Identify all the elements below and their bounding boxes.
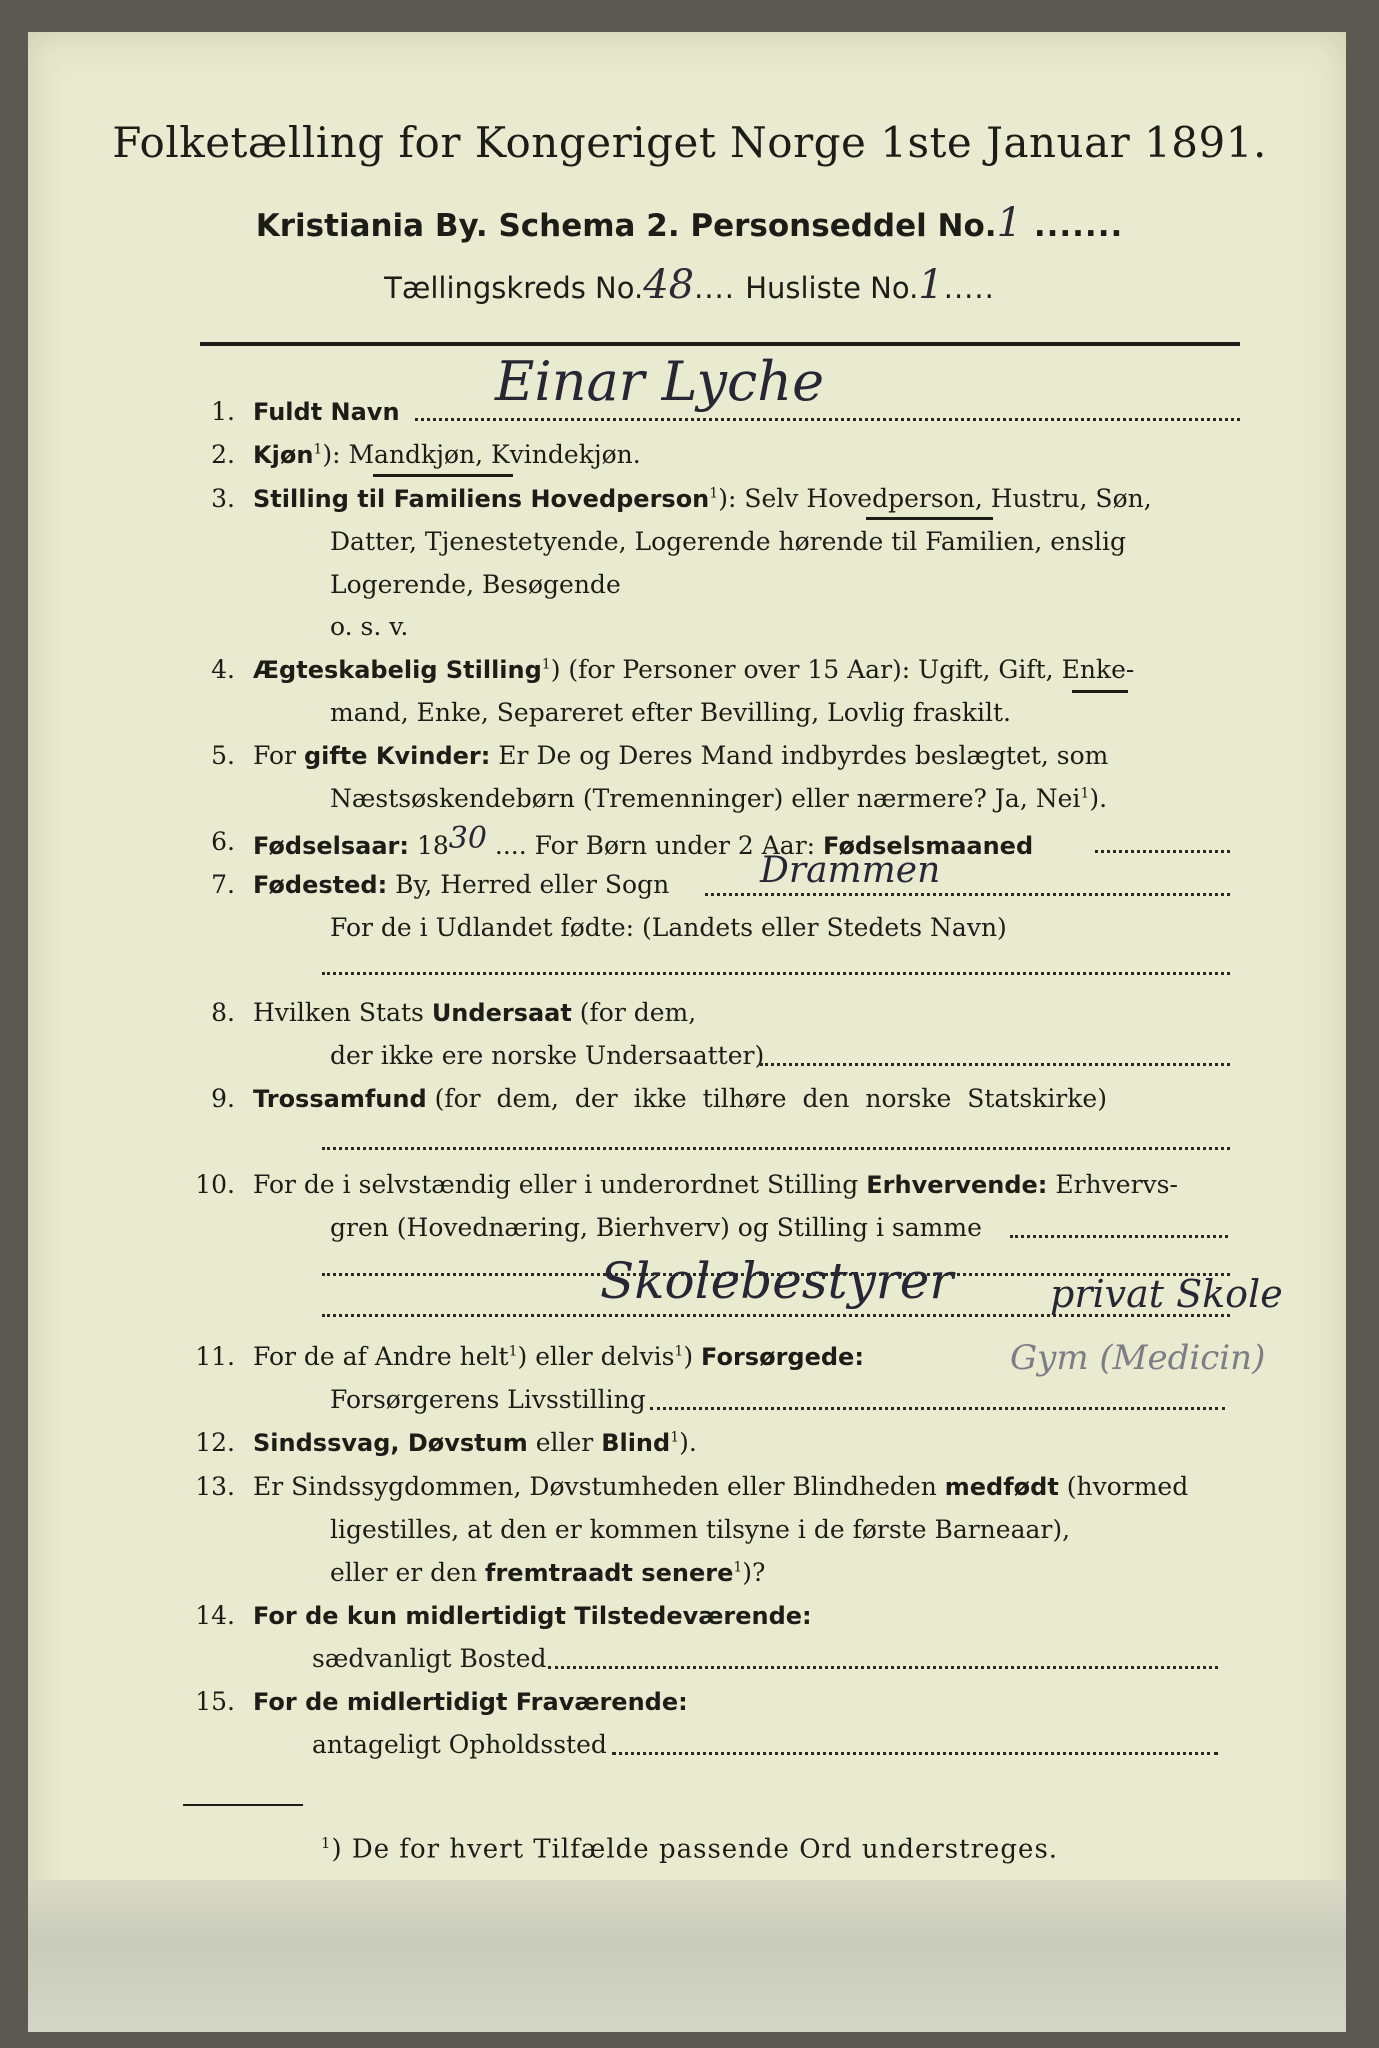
q4-line-2: mand, Enke, Separeret efter Bevilling, Lovlig fraskilt. xyxy=(330,698,1011,727)
item-number: 9. xyxy=(211,1084,235,1113)
q14-dotted-line xyxy=(548,1666,1218,1669)
form-title: Folketælling for Kongeriget Norge 1ste Januar 1891. xyxy=(112,118,1267,167)
q2-underline xyxy=(373,474,513,477)
q13-line-2: ligestilles, at den er kommen tilsyne i de første Barneaar), xyxy=(330,1515,1071,1544)
subtitle-label: Kristiania By. Schema 2. Personseddel No. xyxy=(255,208,997,244)
item-number: 10. xyxy=(195,1170,235,1199)
form-subtitle-2 xyxy=(0,262,1379,308)
q7-line-1: Fødested: By, Herred eller Sogn xyxy=(253,870,670,899)
q4-line-1: Ægteskabelig Stilling$^1$) (for Personer over 15 Aar): Ugift, Gift, Enke- xyxy=(253,655,1135,684)
q9-line-1: Trossamfund (for dem, der ikke tilhøre den norske Statskirke) xyxy=(253,1084,1107,1113)
item-number: 11. xyxy=(195,1342,235,1371)
q15-line-2: antageligt Opholdssted xyxy=(312,1730,607,1759)
q8-dotted-line xyxy=(760,1063,1230,1066)
dotted-fill: ..... xyxy=(943,271,995,305)
page-bottom-edge xyxy=(28,1880,1346,2032)
q10-line-1: For de i selvstændig eller i underordnet Stilling Erhvervende: Erhvervs- xyxy=(253,1170,1178,1199)
item-number: 15. xyxy=(195,1687,235,1716)
q2-text: Kjøn$^1$): Mandkjøn, Kvindekjøn. xyxy=(253,440,641,469)
q10-dotted-line xyxy=(1010,1235,1228,1238)
census-form-page xyxy=(28,32,1346,2032)
q9-dotted-line xyxy=(322,1147,1230,1150)
q7-dotted-line xyxy=(705,893,1230,896)
q1-dotted-line xyxy=(415,418,1240,421)
personseddel-number: 1 xyxy=(996,200,1023,246)
q1-handwritten-name: Einar Lyche xyxy=(495,350,825,413)
item-number: 3. xyxy=(211,484,235,513)
q3-underline xyxy=(866,517,993,520)
q3-line-4: o. s. v. xyxy=(330,612,409,641)
q6-dotted-line xyxy=(1095,850,1230,853)
q8-line-1: Hvilken Stats Undersaat (for dem, xyxy=(253,998,697,1027)
q12-line-1: Sindssvag, Døvstum eller Blind$^1$). xyxy=(253,1428,697,1457)
q15-line-1: For de midlertidigt Fraværende: xyxy=(253,1688,688,1716)
item-number: 5. xyxy=(211,741,235,770)
q1-label: Fuldt Navn xyxy=(253,398,400,426)
item-number: 13. xyxy=(195,1472,235,1501)
q11-line-1: For de af Andre helt$^1$) eller delvis$^1$) Forsørgede: xyxy=(253,1342,864,1371)
q14-line-1: For de kun midlertidigt Tilstedeværende: xyxy=(253,1602,812,1630)
q11-line-2: Forsørgerens Livsstilling xyxy=(330,1385,646,1414)
q14-line-2: sædvanligt Bosted xyxy=(312,1644,547,1673)
husliste-number: 1 xyxy=(918,262,944,308)
q4-underline-gift xyxy=(1072,690,1128,693)
form-subtitle xyxy=(0,200,1379,246)
q7-dotted-line-2 xyxy=(322,972,1230,975)
q6-handwritten-year: 30 xyxy=(448,821,487,856)
q10-line-2: gren (Hovednæring, Bierhverv) og Stilling i samme xyxy=(330,1213,982,1242)
item-number: 14. xyxy=(195,1601,235,1630)
q3-line-1: Stilling til Familiens Hovedperson$^1$): Selv Hovedperson, Hustru, Søn, xyxy=(253,484,1152,513)
item-number: 6. xyxy=(211,827,235,856)
q5-line-1: For gifte Kvinder: Er De og Deres Mand indbyrdes beslægtet, som xyxy=(253,741,1109,770)
q3-line-2: Datter, Tjenestetyende, Logerende hørende til Familien, enslig xyxy=(330,527,1127,556)
q10-handwritten-occupation-2: privat Skole xyxy=(1050,1272,1283,1316)
q3-line-3: Logerende, Besøgende xyxy=(330,570,621,599)
husliste-label: Husliste No. xyxy=(745,271,919,305)
footnote: $^1$) De for hvert Tilfælde passende Ord understreges. xyxy=(320,1834,1059,1865)
q5-line-2: Næstsøskendebørn (Tremenninger) eller nærmere? Ja, Nei$^1$). xyxy=(330,784,1108,813)
header-rule xyxy=(200,342,1240,346)
dotted-fill: ....... xyxy=(1022,208,1124,244)
item-number: 1. xyxy=(211,397,235,426)
q6-line: Fødselsaar: 1830 .... For Børn under 2 Aar: Fødselsmaaned xyxy=(253,821,1034,860)
item-number: 8. xyxy=(211,998,235,1027)
q11-dotted-line xyxy=(650,1407,1225,1410)
q10-handwritten-occupation: Skolebestyrer xyxy=(600,1252,954,1310)
item-number: 12. xyxy=(195,1428,235,1457)
q8-line-2: der ikke ere norske Undersaatter) xyxy=(330,1041,765,1070)
dotted-fill: .... xyxy=(694,271,746,305)
q7-line-2: For de i Udlandet fødte: (Landets eller Stedets Navn) xyxy=(330,913,1007,942)
q15-dotted-line xyxy=(612,1752,1218,1755)
item-number: 4. xyxy=(211,655,235,684)
item-number: 7. xyxy=(211,870,235,899)
q7-handwritten-place: Drammen xyxy=(760,850,941,891)
kreds-number: 48 xyxy=(643,262,695,308)
kreds-label: Tællingskreds No. xyxy=(384,271,644,305)
q13-line-1: Er Sindssygdommen, Døvstumheden eller Blindheden medfødt (hvormed xyxy=(253,1472,1189,1501)
footnote-rule xyxy=(183,1804,303,1806)
item-number: 2. xyxy=(211,440,235,469)
q11-pencil-note: Gym (Medicin) xyxy=(1010,1338,1266,1378)
q13-line-3: eller er den fremtraadt senere$^1$)? xyxy=(330,1558,766,1587)
